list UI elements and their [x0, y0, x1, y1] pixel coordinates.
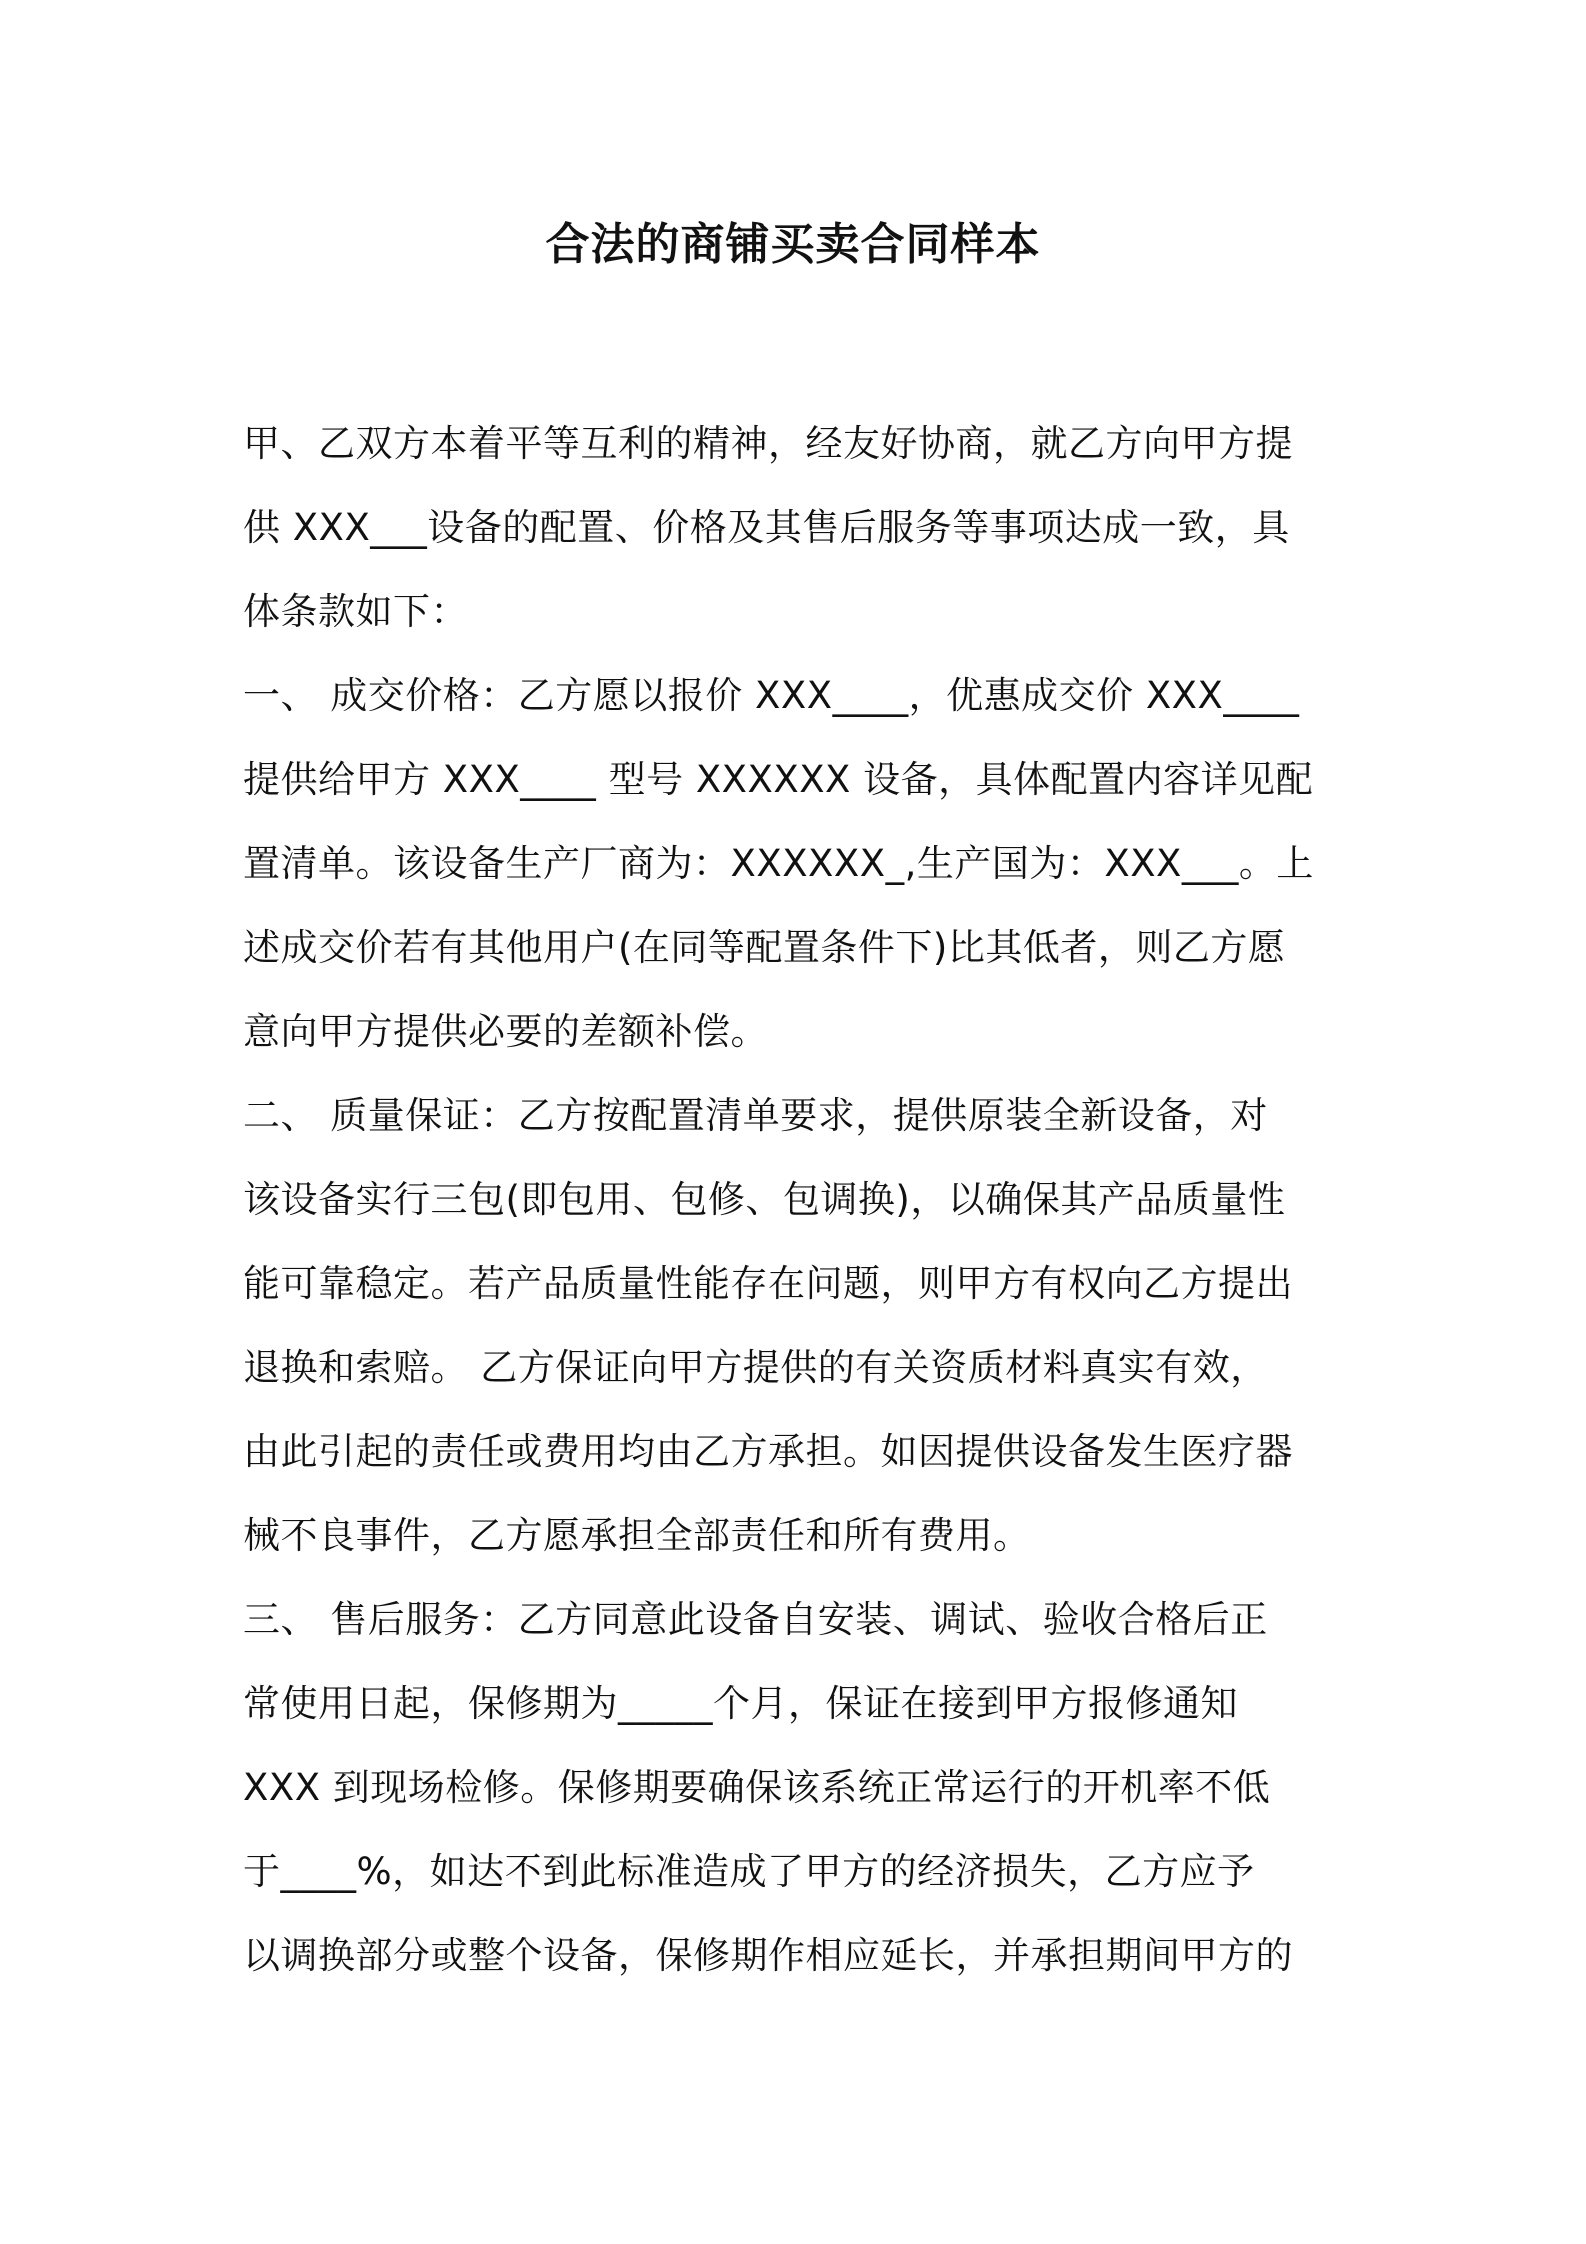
text-line: 甲、乙双方本着平等互利的精神，经友好协商，就乙方向甲方提	[243, 422, 1293, 465]
document-body	[243, 402, 1363, 1998]
text-line: 械不良事件，乙方愿承担全部责任和所有费用。	[243, 1514, 1031, 1557]
text-line: 常使用日起，保修期为_____个月，保证在接到甲方报修通知	[243, 1682, 1238, 1725]
text-line: 于____%，如达不到此标准造成了甲方的经济损失，乙方应予	[243, 1850, 1255, 1893]
text-line: XXX 到现场检修。保修期要确保该系统正常运行的开机率不低	[243, 1766, 1271, 1809]
text-line: 由此引起的责任或费用均由乙方承担。如因提供设备发生医疗器	[243, 1430, 1293, 1473]
document-title: 合法的商铺买卖合同样本	[545, 219, 1041, 270]
text-line: 二、 质量保证：乙方按配置清单要求，提供原装全新设备，对	[243, 1094, 1268, 1137]
text-line: 述成交价若有其他用户(在同等配置条件下)比其低者，则乙方愿	[243, 926, 1286, 969]
text-line: 提供给甲方 XXX____ 型号 XXXXXX 设备，具体配置内容详见配	[243, 758, 1314, 801]
text-line: 意向甲方提供必要的差额补偿。	[243, 1010, 768, 1053]
text-line: 三、 售后服务：乙方同意此设备自安装、调试、验收合格后正	[243, 1598, 1268, 1641]
text-line: 以调换部分或整个设备，保修期作相应延长，并承担期间甲方的	[243, 1934, 1293, 1977]
text-line: 该设备实行三包(即包用、包修、包调换)，以确保其产品质量性	[243, 1178, 1286, 1221]
text-line: 一、 成交价格：乙方愿以报价 XXX____，优惠成交价 XXX____	[243, 674, 1300, 717]
text-line: 置清单。该设备生产厂商为：XXXXXX_,生产国为：XXX___。上	[243, 842, 1314, 885]
text-line: 能可靠稳定。若产品质量性能存在问题，则甲方有权向乙方提出	[243, 1262, 1293, 1305]
text-line: 供 XXX___设备的配置、价格及其售后服务等事项达成一致，具	[243, 506, 1290, 549]
text-line: 退换和索赔。 乙方保证向甲方提供的有关资质材料真实有效，	[243, 1346, 1268, 1389]
text-line: 体条款如下：	[243, 590, 468, 633]
